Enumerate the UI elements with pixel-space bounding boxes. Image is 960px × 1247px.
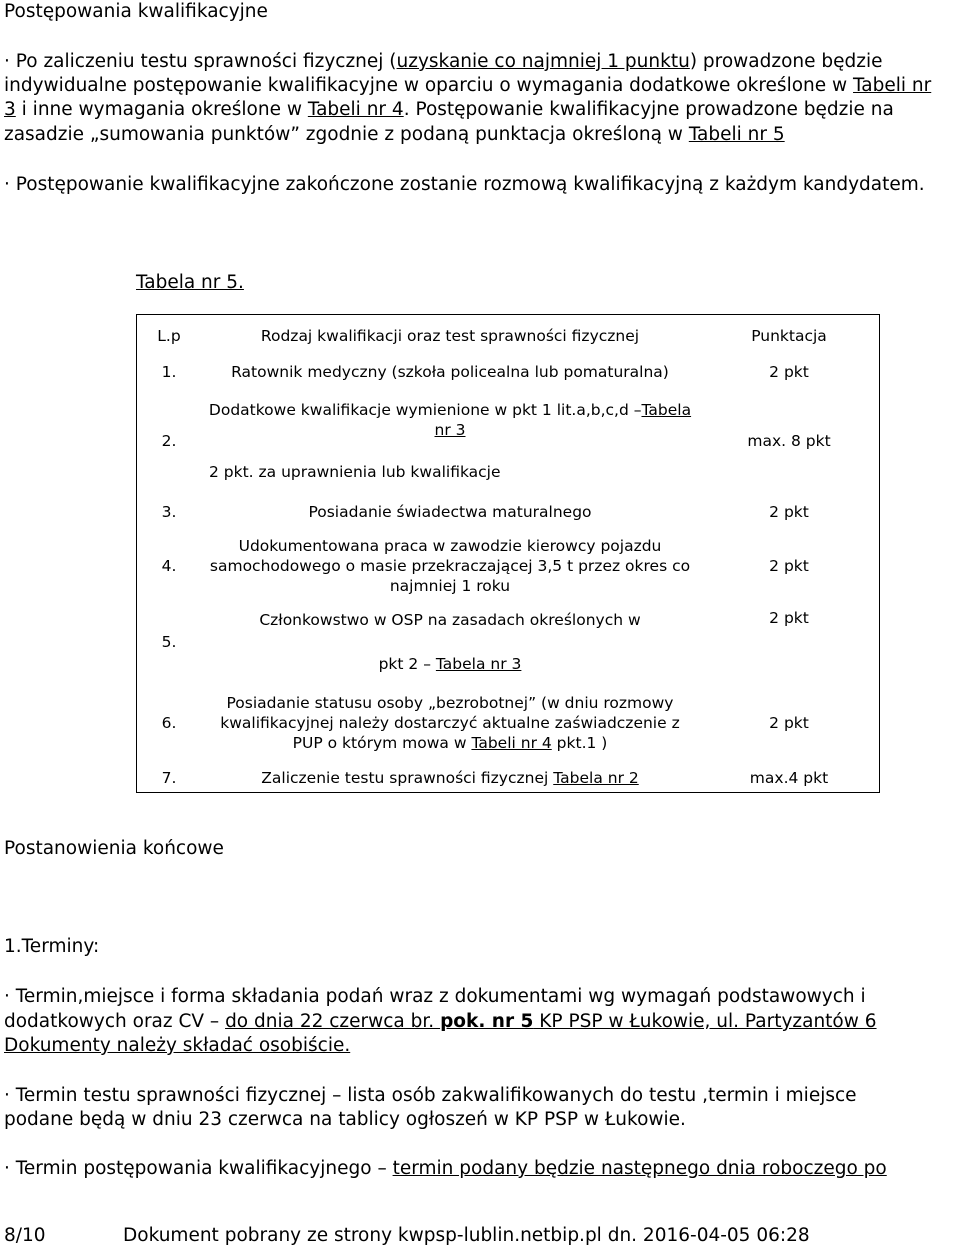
page-number: 8/10 (4, 1225, 46, 1246)
link-table-4[interactable]: Tabeli nr 4 (307, 99, 404, 120)
table-row: 2. Dodatkowe kwalifikacje wymienione w pkt 1 lit.a,b,c,d –Tabela nr 3 2 pkt. za uprawnienia lub kwalifikacje max. 8 pkt (161, 400, 831, 481)
section-title: Postępowania kwalifikacyjne (4, 1, 268, 22)
table-row: 7. Zaliczenie testu sprawności fizycznej Tabela nr 2 max.4 pkt (161, 769, 829, 788)
link-min-points[interactable]: uzyskanie co najmniej 1 punktu (396, 51, 690, 72)
table-header-row (137, 315, 880, 357)
table-row: 3. Posiadanie świadectwa maturalnego 2 pkt (161, 503, 809, 521)
link-table-3[interactable]: Tabela nr 3 (435, 654, 522, 673)
table-row: 5. Członkowstwo w OSP na zasadach określonych w pkt 2 – Tabela nr 3 2 pkt (161, 608, 809, 673)
link-table-3-cont[interactable]: 3 (4, 99, 16, 120)
terms-heading: 1.Terminy: (4, 936, 100, 957)
link-table-2[interactable]: Tabela nr 2 (553, 769, 639, 788)
table-caption[interactable]: Tabela nr 5. (136, 272, 244, 293)
link-table-4[interactable]: Tabeli nr 4 (471, 734, 552, 752)
table-row: 6. Posiadanie statusu osoby „bezrobotnej” (w dniu rozmowy kwalifikacyjnej należy dostarczyć aktualne zaświadczenie z PUP o którym mowa w Tabeli nr 4 pkt.1 ) 2 pkt (161, 694, 809, 752)
scoring-table (136, 314, 880, 793)
header-points: Punktacja (751, 326, 827, 345)
link-table-3-cont[interactable]: nr 3 (434, 420, 466, 439)
footer-source: Dokument pobrany ze strony kwpsp-lublin.netbip.pl dn. 2016-04-05 06:28 (123, 1225, 810, 1246)
link-table-3[interactable]: Tabeli nr (853, 75, 932, 96)
header-type: Rodzaj kwalifikacji oraz test sprawności fizycznej (260, 326, 640, 345)
paragraph-interview: · Postępowanie kwalifikacyjne zakończone zostanie rozmową kwalifikacyjną z każdym kandydatem. (4, 174, 925, 195)
table-row: 4. Udokumentowana praca w zawodzie kierowcy pojazdu samochodowego o masie przekraczającej 3,5 t przez okres co najmniej 1 roku 2 pkt (161, 536, 809, 595)
header-lp: L.p (157, 326, 181, 345)
link-table-3[interactable]: Tabela (641, 400, 692, 419)
section-title-final: Postanowienia końcowe (4, 838, 224, 859)
link-table-5[interactable]: Tabeli nr 5 (688, 124, 785, 145)
table-row: 1. Ratownik medyczny (szkoła policealna lub pomaturalna) 2 pkt (161, 362, 809, 381)
